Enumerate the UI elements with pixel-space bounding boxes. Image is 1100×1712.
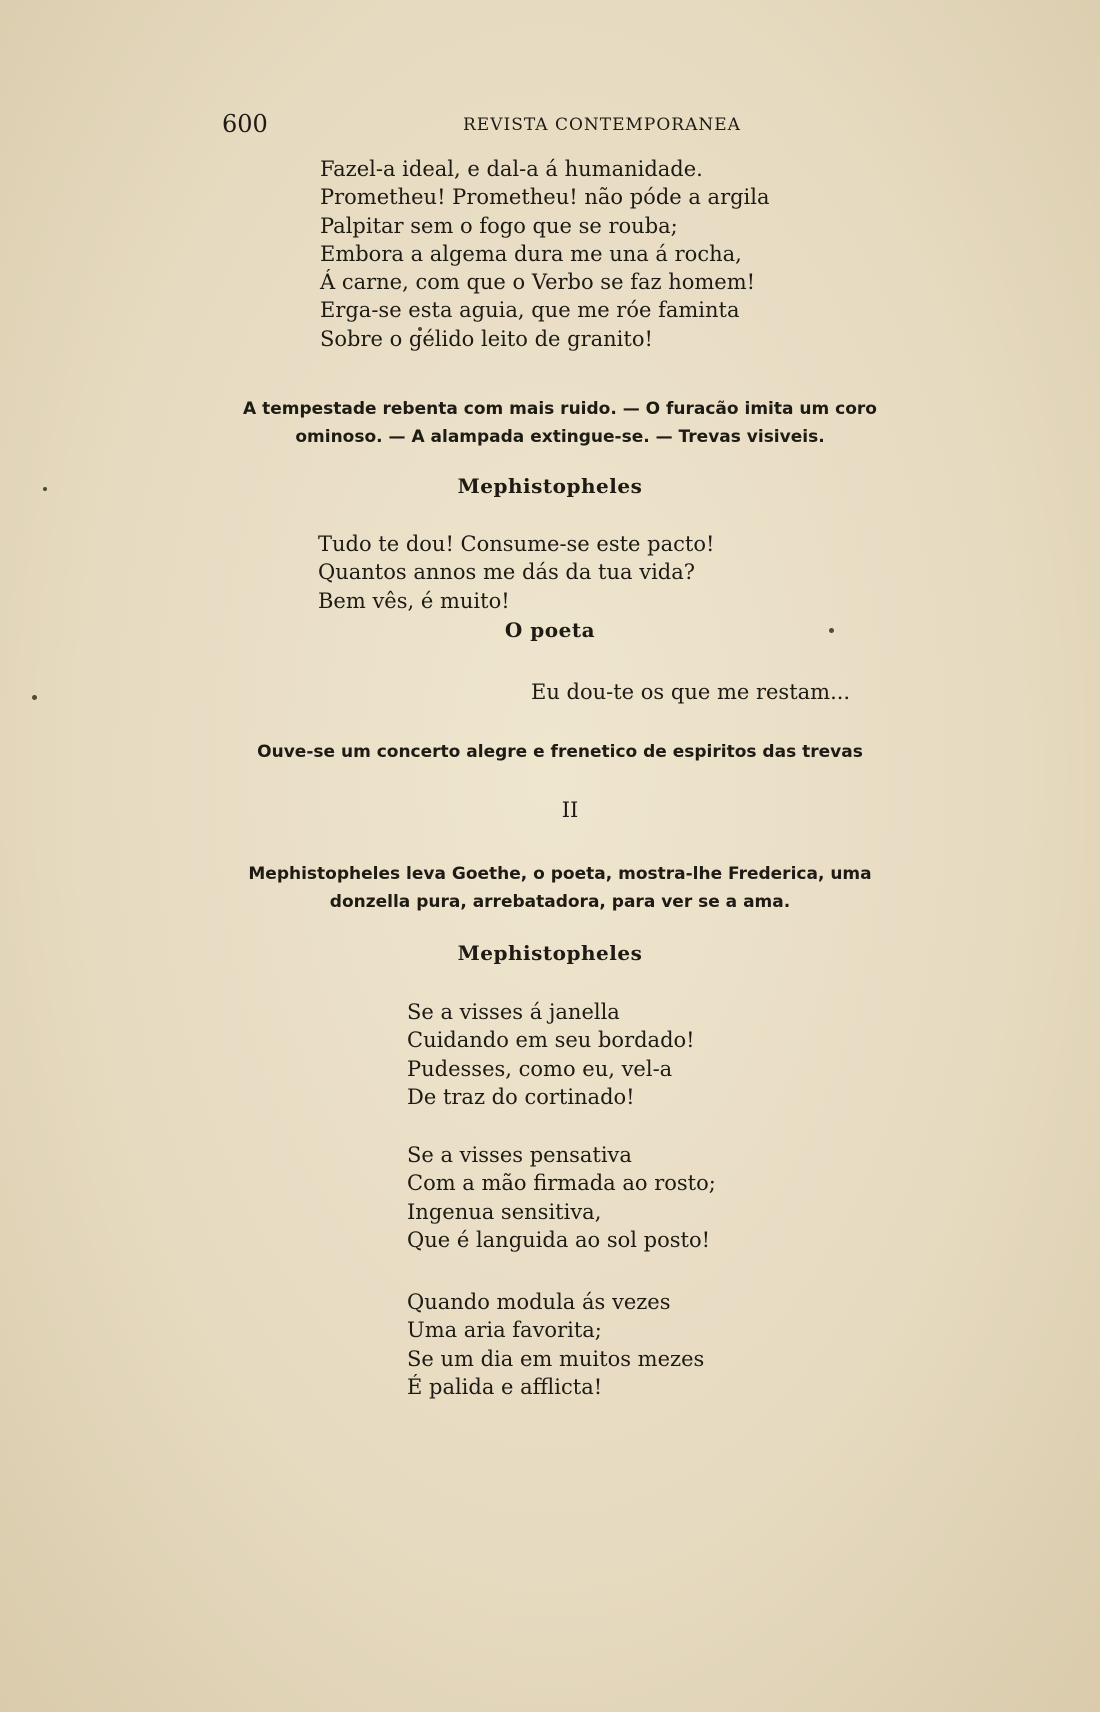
- verse-line: Á carne, com que o Verbo se faz homem!: [320, 270, 756, 295]
- verse-line: Tudo te dou! Consume-se este pacto!: [318, 532, 715, 556]
- speaker-mephistopheles-2: Mephistopheles: [457, 941, 643, 965]
- stage-line: donzella pura, arrebatadora, para ver se a ama.: [329, 892, 791, 912]
- verse-line: Palpitar sem o fogo que se rouba;: [320, 213, 678, 238]
- page-number: 600: [222, 110, 268, 138]
- stanza-1: [407, 998, 695, 1111]
- verse-line: Se a visses pensativa: [407, 1143, 632, 1167]
- verse-line: De traz do cortinado!: [407, 1084, 635, 1109]
- running-title: REVISTA CONTEMPORANEA: [463, 115, 741, 135]
- stage-line: ominoso. — A alampada extingue-se. — Trevas visiveis.: [295, 427, 825, 447]
- poet-line: Eu dou-te os que me restam...: [531, 680, 851, 704]
- verse-line: Que é languida ao sol posto!: [407, 1227, 711, 1252]
- ink-speck: [32, 695, 37, 700]
- stage-direction-2: Ouve-se um concerto alegre e frenetico de espiritos das trevas: [257, 742, 863, 762]
- verse-line: Fazel-a ideal, e dal-a á humanidade.: [320, 157, 703, 181]
- speaker-poet: O poeta: [504, 618, 596, 642]
- verse-line: Pudesses, como eu, vel-a: [407, 1056, 673, 1081]
- verse-line: Se um dia em muitos mezes: [407, 1346, 705, 1371]
- verse-line: Bem vês, é muito!: [318, 588, 510, 613]
- verse-line: Ingenua sensitiva,: [407, 1199, 602, 1224]
- verse-block-2: [318, 530, 714, 615]
- verse-line: Quando modula ás vezes: [407, 1290, 671, 1314]
- verse-line: Quantos annos me dás da tua vida?: [318, 560, 696, 585]
- verse-line: Prometheu! Prometheu! não póde a argila: [320, 185, 770, 210]
- verse-line: Cuidando em seu bordado!: [407, 1028, 695, 1053]
- stage-direction-1: [210, 395, 910, 451]
- verse-line: Embora a algema dura me una á rocha,: [320, 241, 742, 266]
- verse-line: Uma aria favorita;: [407, 1318, 602, 1343]
- stanza-3: [407, 1288, 704, 1401]
- verse-line: Com a mão firmada ao rosto;: [407, 1171, 716, 1196]
- stanza-2: [407, 1141, 716, 1254]
- stage-line: A tempestade rebenta com mais ruido. — O furacão imita um coro: [243, 399, 877, 419]
- verse-line: É palida e afflicta!: [407, 1374, 603, 1399]
- speaker-mephistopheles-1: Mephistopheles: [457, 474, 643, 498]
- stage-line: Mephistopheles leva Goethe, o poeta, mostra-lhe Frederica, uma: [248, 864, 872, 884]
- verse-line: Se a visses á janella: [407, 1000, 620, 1024]
- section-number: II: [561, 798, 579, 822]
- verse-block-1: [320, 155, 770, 353]
- verse-line: Sobre o gélido leito de granito!: [320, 326, 653, 351]
- verse-line: Erga-se esta aguia, que me róe faminta: [320, 298, 740, 323]
- stage-direction-3: [220, 860, 900, 916]
